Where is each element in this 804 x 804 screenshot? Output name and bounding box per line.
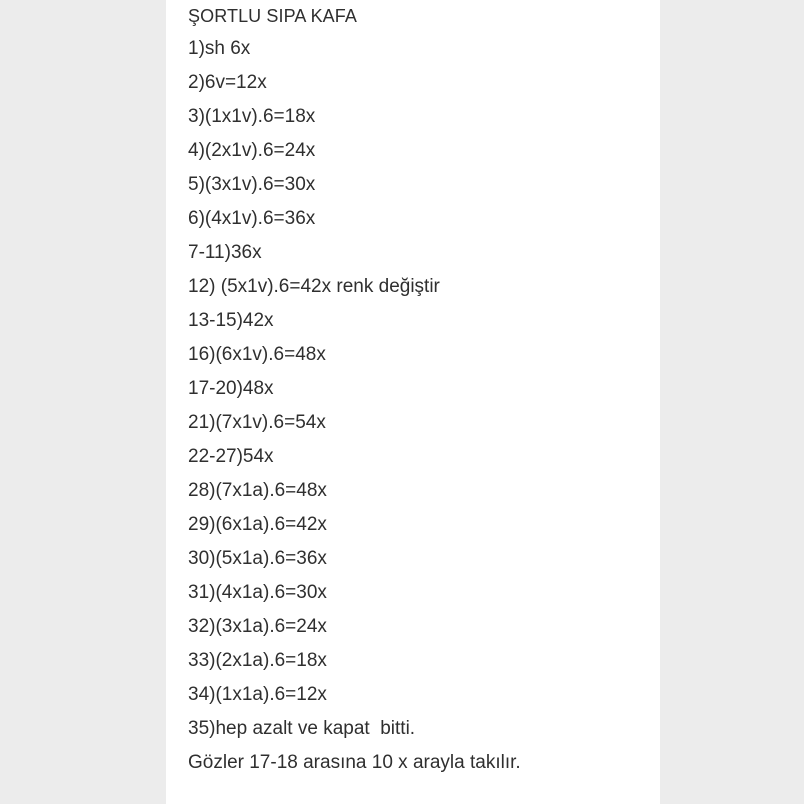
pattern-step: 33)(2x1a).6=18x bbox=[188, 650, 327, 671]
pattern-step: 28)(7x1a).6=48x bbox=[188, 480, 327, 501]
pattern-step: 35)hep azalt ve kapat bitti. bbox=[188, 718, 416, 739]
pattern-step: 12) (5x1v).6=42x renk değiştir bbox=[188, 276, 440, 297]
pattern-step: 31)(4x1a).6=30x bbox=[188, 582, 327, 603]
pattern-step: 16)(6x1v).6=48x bbox=[188, 344, 326, 365]
pattern-step: 7-11)36x bbox=[188, 242, 262, 263]
pattern-step: 32)(3x1a).6=24x bbox=[188, 616, 327, 637]
pattern-steps-list bbox=[188, 38, 521, 786]
pattern-step: 4)(2x1v).6=24x bbox=[188, 140, 316, 161]
pattern-step: 30)(5x1a).6=36x bbox=[188, 548, 327, 569]
pattern-step: 6)(4x1v).6=36x bbox=[188, 208, 316, 229]
pattern-step: 5)(3x1v).6=30x bbox=[188, 174, 316, 195]
pattern-step: 17-20)48x bbox=[188, 378, 274, 399]
pattern-step: Gözler 17-18 arasına 10 x arayla takılır. bbox=[188, 752, 521, 773]
pattern-step: 29)(6x1a).6=42x bbox=[188, 514, 327, 535]
note-title: ŞORTLU SIPA KAFA bbox=[188, 6, 357, 26]
pattern-step: 3)(1x1v).6=18x bbox=[188, 106, 316, 127]
pattern-step: 34)(1x1a).6=12x bbox=[188, 684, 327, 705]
pattern-step: 2)6v=12x bbox=[188, 72, 267, 93]
pattern-step: 22-27)54x bbox=[188, 446, 274, 467]
note-page bbox=[166, 0, 660, 804]
pattern-step: 1)sh 6x bbox=[188, 38, 251, 59]
pattern-step: 21)(7x1v).6=54x bbox=[188, 412, 326, 433]
pattern-step: 13-15)42x bbox=[188, 310, 274, 331]
